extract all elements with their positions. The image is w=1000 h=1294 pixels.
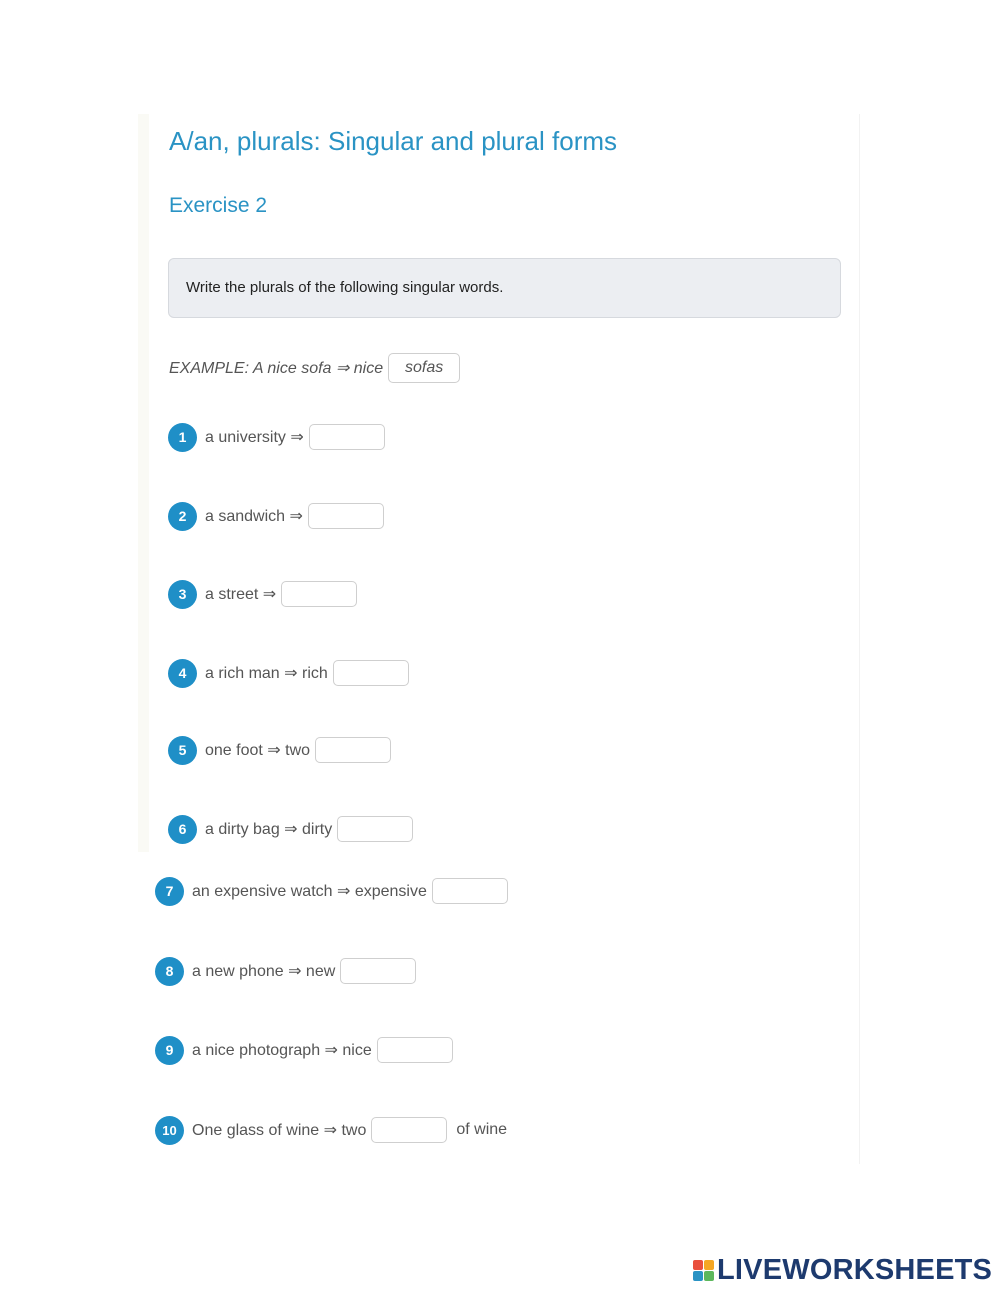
answer-input-4[interactable]: [333, 660, 409, 686]
logo-text: LIVEWORKSHEETS: [717, 1253, 993, 1286]
answer-input-10[interactable]: [371, 1117, 447, 1143]
logo-tile: [693, 1271, 703, 1281]
exercise-item-1: [168, 422, 385, 452]
exercise-item-10: [155, 1115, 507, 1145]
exercise-item-7: [155, 876, 508, 906]
answer-input-5[interactable]: [315, 737, 391, 763]
item-prompt: a university ⇒: [205, 429, 304, 446]
instruction-box: [168, 258, 841, 318]
item-prompt: a nice photograph ⇒ nice: [192, 1042, 372, 1059]
exercise-item-6: [168, 814, 413, 844]
item-prompt: a sandwich ⇒: [205, 508, 303, 525]
item-number-badge: 1: [168, 423, 197, 452]
item-number-badge: 2: [168, 502, 197, 531]
answer-input-8[interactable]: [340, 958, 416, 984]
example-prompt: EXAMPLE: A nice sofa ⇒ nice: [169, 360, 384, 377]
item-number-badge: 9: [155, 1036, 184, 1065]
example-row: [169, 352, 460, 384]
item-prompt: an expensive watch ⇒ expensive: [192, 883, 427, 900]
exercise-item-2: [168, 501, 384, 531]
logo-mark-icon: [693, 1260, 714, 1281]
item-suffix: of wine: [456, 1121, 508, 1138]
item-number-badge: 5: [168, 736, 197, 765]
instruction-text: Write the plurals of the following singular words.: [186, 279, 504, 296]
item-prompt: a new phone ⇒ new: [192, 963, 336, 980]
logo-tile: [693, 1260, 703, 1270]
item-number-badge: 7: [155, 877, 184, 906]
answer-input-6[interactable]: [337, 816, 413, 842]
exercise-item-9: [155, 1035, 453, 1065]
item-number-badge: 8: [155, 957, 184, 986]
item-prompt: a rich man ⇒ rich: [205, 665, 328, 682]
page-title: A/an, plurals: Singular and plural forms: [169, 126, 618, 156]
item-prompt: a dirty bag ⇒ dirty: [205, 821, 333, 838]
exercise-item-4: [168, 658, 409, 688]
exercise-item-8: [155, 956, 416, 986]
item-number-badge: 10: [155, 1116, 184, 1145]
liveworksheets-logo: [693, 1253, 992, 1287]
answer-input-2[interactable]: [308, 503, 384, 529]
answer-input-3[interactable]: [281, 581, 357, 607]
exercise-title: Exercise 2: [169, 194, 268, 217]
item-number-badge: 3: [168, 580, 197, 609]
item-prompt: a street ⇒: [205, 586, 277, 603]
logo-tile: [704, 1271, 714, 1281]
item-number-badge: 6: [168, 815, 197, 844]
answer-input-1[interactable]: [309, 424, 385, 450]
answer-input-9[interactable]: [377, 1037, 453, 1063]
item-prompt: One glass of wine ⇒ two: [192, 1122, 367, 1139]
answer-input-7[interactable]: [432, 878, 508, 904]
exercise-item-5: [168, 735, 391, 765]
example-answer-box: sofas: [388, 353, 460, 383]
exercise-item-3: [168, 579, 357, 609]
item-prompt: one foot ⇒ two: [205, 742, 311, 759]
logo-tile: [704, 1260, 714, 1270]
item-number-badge: 4: [168, 659, 197, 688]
